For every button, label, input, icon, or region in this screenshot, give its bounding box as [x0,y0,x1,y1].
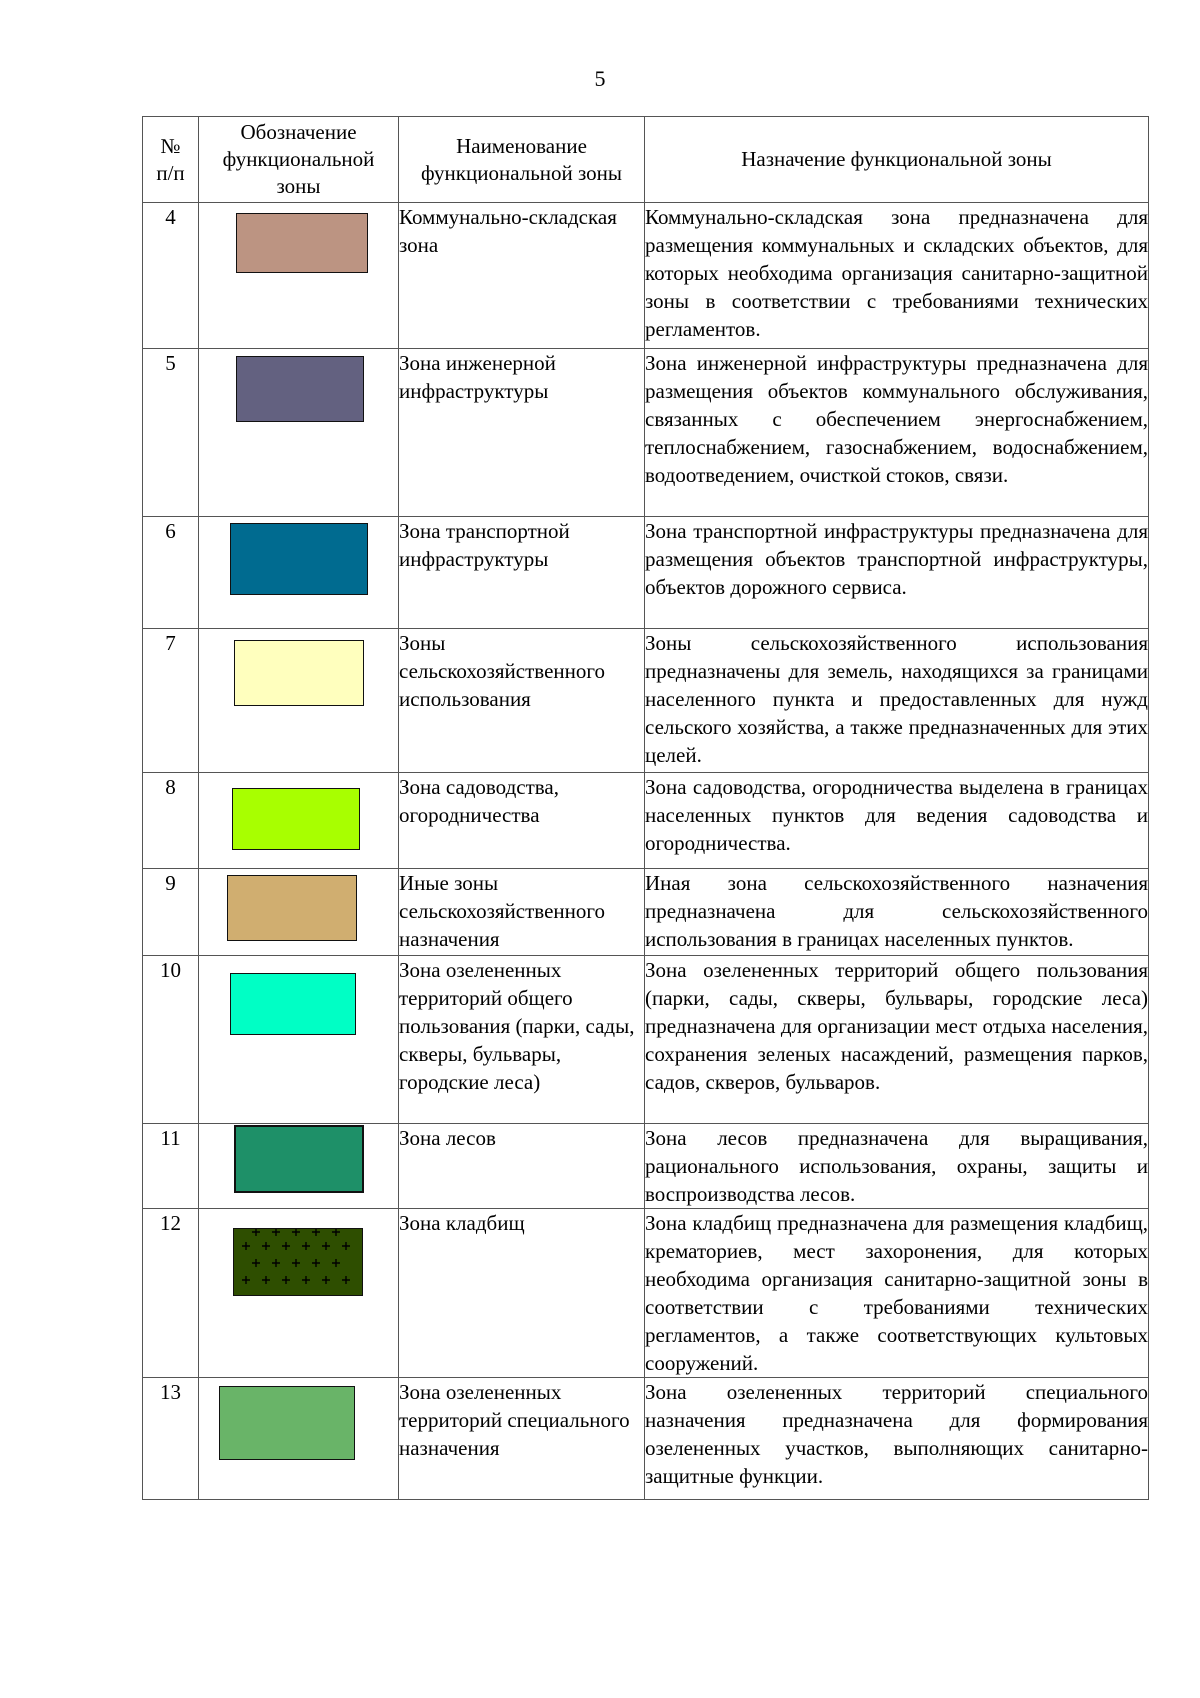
table-row [143,203,1149,349]
table-row [143,629,1149,773]
zone-color-swatch [236,356,364,422]
zone-name: Коммунально-складская зона [399,203,645,349]
row-number: 10 [143,956,199,1124]
functional-zones-table [142,116,1149,1500]
zone-name: Зоны сельскохозяйственного использования [399,629,645,773]
table-row [143,773,1149,869]
zone-name: Зона транспортной инфраструктуры [399,517,645,629]
row-number: 7 [143,629,199,773]
zone-symbol-cell [199,517,399,629]
row-number: 12 [143,1209,199,1378]
row-number: 11 [143,1124,199,1209]
zone-symbol-cell [199,956,399,1124]
zone-symbol-cell [199,773,399,869]
row-number: 9 [143,869,199,956]
zone-color-swatch [236,213,368,273]
table-row [143,1124,1149,1209]
zone-purpose: Зона озелененных территорий общего пользования (парки, сады, скверы, бульвары, городские леса) предназначена для организации мест отдыха населения, сохранения зеленых насаждений, размещения парков, садов, скверов, бульваров. [645,956,1149,1124]
zone-purpose: Зона садоводства, огородничества выделена в границах населенных пунктов для ведения садоводства и огородничества. [645,773,1149,869]
table-row [143,517,1149,629]
zone-purpose: Зона транспортной инфраструктуры предназначена для размещения объектов транспортной инфраструктуры, объектов дорожного сервиса. [645,517,1149,629]
zone-name: Зона лесов [399,1124,645,1209]
zone-purpose: Зона кладбищ предназначена для размещения кладбищ, крематориев, мест захоронения, для которых необходима организация санитарно-защитной зоны в соответствии с требованиями технических регламентов, а также соответствующих культовых сооружений. [645,1209,1149,1378]
zone-purpose: Зона лесов предназначена для выращивания, рационального использования, охраны, защиты и воспроизводства лесов. [645,1124,1149,1209]
zone-symbol-cell [199,869,399,956]
zone-color-swatch [219,1386,355,1460]
zone-purpose: Зона инженерной инфраструктуры предназначена для размещения объектов коммунального обслуживания, связанных с обеспечением энергоснабжением, теплоснабжением, газоснабжением, водоснабжением, водоотведением, очисткой стоков, связи. [645,349,1149,517]
zone-purpose: Зоны сельскохозяйственного использования предназначены для земель, находящихся за границами населенного пункта и предоставленных для нужд сельского хозяйства, а также предназначенных для этих целей. [645,629,1149,773]
table-row [143,349,1149,517]
zone-color-swatch [230,973,356,1035]
zone-symbol-cell [199,1124,399,1209]
row-number: 6 [143,517,199,629]
header-symbol: Обозначение функциональной зоны [199,117,399,203]
row-number: 8 [143,773,199,869]
zone-symbol-cell [199,629,399,773]
zone-purpose: Зона озелененных территорий специального назначения предназначена для формирования озелененных участков, выполняющих санитарно-защитные функции. [645,1378,1149,1500]
header-purpose: Назначение функциональной зоны [645,117,1149,203]
table-header-row [143,117,1149,203]
zone-symbol-cell [199,349,399,517]
zone-symbol-cell [199,203,399,349]
page-number: 5 [594,66,606,91]
zone-color-swatch [227,875,357,941]
zone-name: Зона озелененных территорий общего пользования (парки, сады, скверы, бульвары, городские леса) [399,956,645,1124]
table-row [143,1209,1149,1378]
zone-purpose: Иная зона сельскохозяйственного назначения предназначена для сельскохозяйственного использования в границах населенных пунктов. [645,869,1149,956]
table-row [143,956,1149,1124]
zone-color-swatch [234,640,364,706]
zone-purpose: Коммунально-складская зона предназначена для размещения коммунальных и складских объектов, для которых необходима организация санитарно-защитной зоны в соответствии с требованиями технических регламентов. [645,203,1149,349]
header-number: № п/п [143,117,199,203]
zone-name: Зона кладбищ [399,1209,645,1378]
zone-name: Зона озелененных территорий специального назначения [399,1378,645,1500]
row-number: 13 [143,1378,199,1500]
row-number: 5 [143,349,199,517]
zone-color-swatch [234,1125,364,1193]
zone-name: Иные зоны сельскохозяйственного назначения [399,869,645,956]
zone-symbol-cell [199,1209,399,1378]
zone-color-swatch [232,788,360,850]
zone-symbol-cell [199,1378,399,1500]
cemetery-cross-pattern-swatch [233,1228,363,1296]
table-row [143,869,1149,956]
header-name: Наименование функциональной зоны [399,117,645,203]
zone-color-swatch [230,523,368,595]
cross-pattern-icon [234,1229,361,1294]
zone-name: Зона садоводства, огородничества [399,773,645,869]
zone-name: Зона инженерной инфраструктуры [399,349,645,517]
row-number: 4 [143,203,199,349]
table-row [143,1378,1149,1500]
